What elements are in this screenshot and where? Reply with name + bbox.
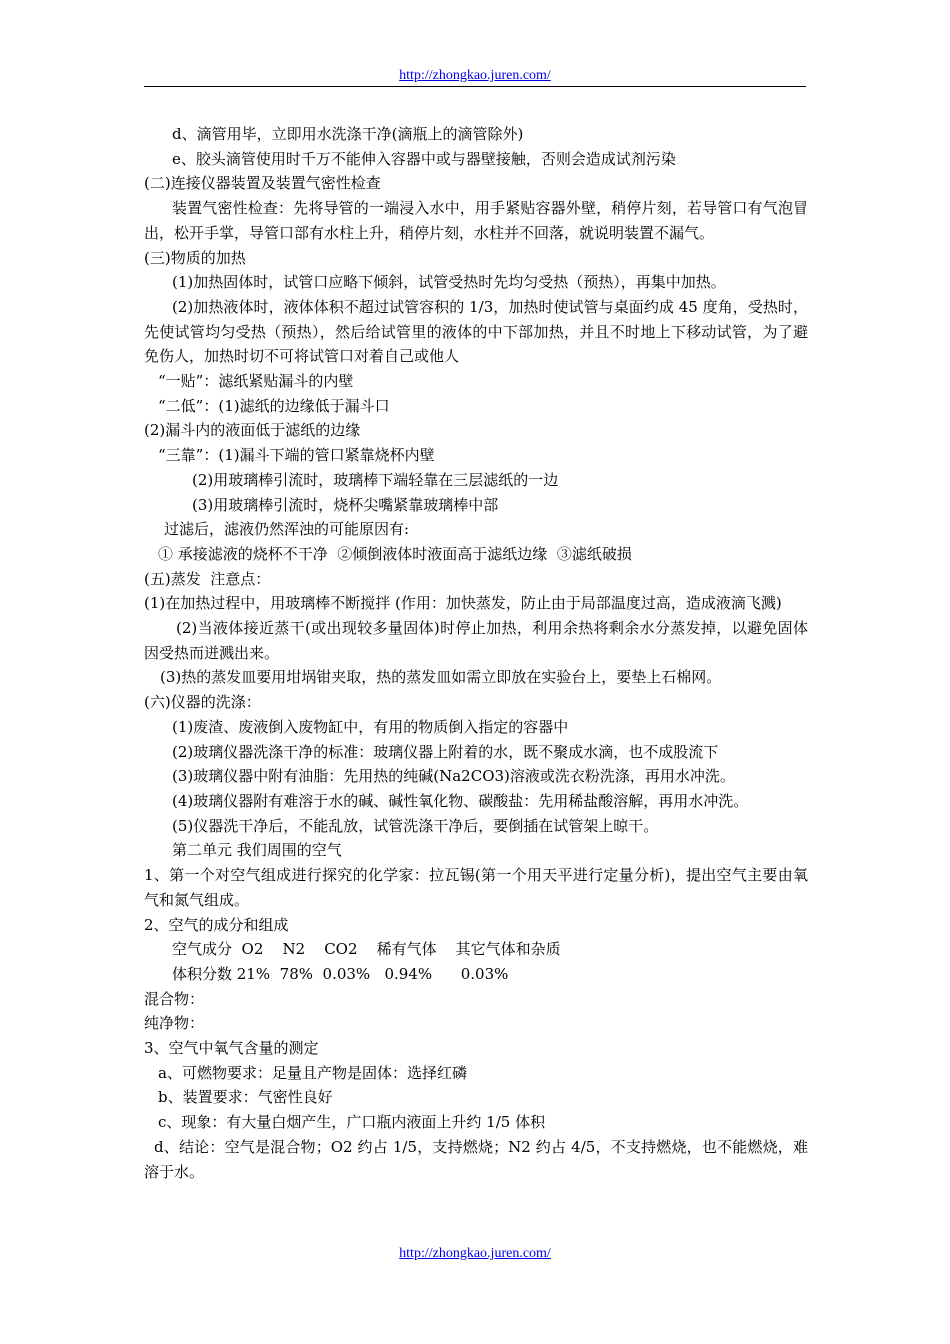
text-line: c、现象：有大量白烟产生，广口瓶内液面上升约 1/5 体积 — [158, 1113, 546, 1132]
text-line: a、可燃物要求：足量且产物是固体：选择红磷 — [158, 1063, 467, 1082]
text-line: (1)废渣、废液倒入废物缸中，有用的物质倒入指定的容器中 — [172, 717, 569, 736]
text-line: e、胶头滴管使用时千万不能伸入容器中或与器壁接触，否则会造成试剂污染 — [172, 149, 676, 168]
text-line: ① 承接滤液的烧杯不干净 ②倾倒液体时液面高于滤纸边缘 ③滤纸破损 — [158, 544, 632, 563]
air-composition-header: 空气成分 O2 N2 CO2 稀有气体 其它气体和杂质 — [172, 940, 561, 959]
text-line: (3)用玻璃棒引流时，烧杯尖嘴紧靠玻璃棒中部 — [192, 495, 499, 514]
section-heading: (五)蒸发 注意点： — [144, 569, 271, 588]
text-line: (2)漏斗内的液面低于滤纸的边缘 — [144, 421, 361, 440]
text-line: (3)热的蒸发皿要用坩埚钳夹取，热的蒸发皿如需立即放在实验台上，要垫上石棉网。 — [160, 668, 722, 687]
text-line: “二低”：(1)滤纸的边缘低于漏斗口 — [158, 396, 390, 415]
paragraph: 装置气密性检查：先将导管的一端浸入水中，用手紧贴容器外壁，稍停片刻，若导管口有气泡冒出，松开手掌，导管口部有水柱上升，稍停片刻，水柱并不回落，就说明装置不漏气。 — [144, 199, 808, 242]
text-line: 纯净物： — [144, 1014, 205, 1033]
text-line: “三靠”：(1)漏斗下端的管口紧靠烧杯内壁 — [158, 446, 435, 465]
text-line: “一贴”：滤纸紧贴漏斗的内壁 — [158, 372, 354, 391]
unit-heading: 第二单元 我们周围的空气 — [172, 841, 342, 860]
paragraph: (2)当液体接近蒸干(或出现较多量固体)时停止加热，利用余热将剩余水分蒸发掉，以避免固体因受热而迸溅出来。 — [144, 619, 808, 662]
paragraph: (1)在加热过程中，用玻璃棒不断搅拌 (作用：加快蒸发，防止由于局部温度过高，造成液滴飞溅) — [144, 594, 782, 613]
text-line: 过滤后，滤液仍然浑浊的可能原因有: — [164, 520, 410, 539]
air-composition-values: 体积分数 21% 78% 0.03% 0.94% 0.03% — [172, 964, 509, 983]
text-line: (4)玻璃仪器附有难溶于水的碱、碱性氧化物、碳酸盐：先用稀盐酸溶解，再用水冲洗。 — [172, 791, 749, 810]
paragraph: d、结论：空气是混合物；O2 约占 1/5，支持燃烧；N2 约占 4/5，不支持燃烧，也不能燃烧，难溶于水。 — [144, 1137, 808, 1181]
section-heading: (三)物质的加热 — [144, 248, 246, 267]
text-line: d、滴管用毕，立即用水洗涤干净(滴瓶上的滴管除外) — [172, 125, 524, 143]
text-line: 3、空气中氧气含量的测定 — [144, 1039, 319, 1058]
text-line: (2)玻璃仪器洗涤干净的标准：玻璃仪器上附着的水，既不聚成水滴，也不成股流下 — [172, 742, 719, 761]
text-line: (5)仪器洗干净后，不能乱放，试管洗涤干净后，要倒插在试管架上晾干。 — [172, 816, 659, 835]
footer-url — [0, 1246, 950, 1262]
header-link[interactable]: http://zhongkao.juren.com/ — [399, 68, 551, 83]
section-heading: (六)仪器的洗涤： — [144, 693, 261, 712]
footer-link[interactable]: http://zhongkao.juren.com/ — [399, 1246, 551, 1261]
text-line: (3)玻璃仪器中附有油脂：先用热的纯碱(Na2CO3)溶液或洗衣粉洗涤，再用水冲洗。 — [172, 767, 735, 786]
header-rule — [144, 86, 806, 87]
text-line: (1)加热固体时，试管口应略下倾斜，试管受热时先均匀受热（预热），再集中加热。 — [172, 273, 726, 292]
text-line: 混合物： — [144, 989, 205, 1008]
text-line: (2)用玻璃棒引流时，玻璃棒下端轻靠在三层滤纸的一边 — [192, 470, 559, 489]
header-url — [0, 68, 950, 84]
section-heading: (二)连接仪器装置及装置气密性检查 — [144, 174, 381, 193]
paragraph: (2)加热液体时，液体体积不超过试管容积的 1/3，加热时使试管与桌面约成 45 度角，受热时，先使试管均匀受热（预热），然后给试管里的液体的中下部加热，并且不时地上下移动试管，为了避免伤人，加热时切不可将试管口对着自己或他人 — [144, 297, 808, 366]
text-line: 2、空气的成分和组成 — [144, 915, 289, 934]
document-body — [144, 122, 808, 1184]
text-line: b、装置要求：气密性良好 — [158, 1088, 333, 1107]
paragraph: 1、第一个对空气组成进行探究的化学家：拉瓦锡(第一个用天平进行定量分析)，提出空气主要由氧气和氮气组成。 — [144, 866, 808, 909]
